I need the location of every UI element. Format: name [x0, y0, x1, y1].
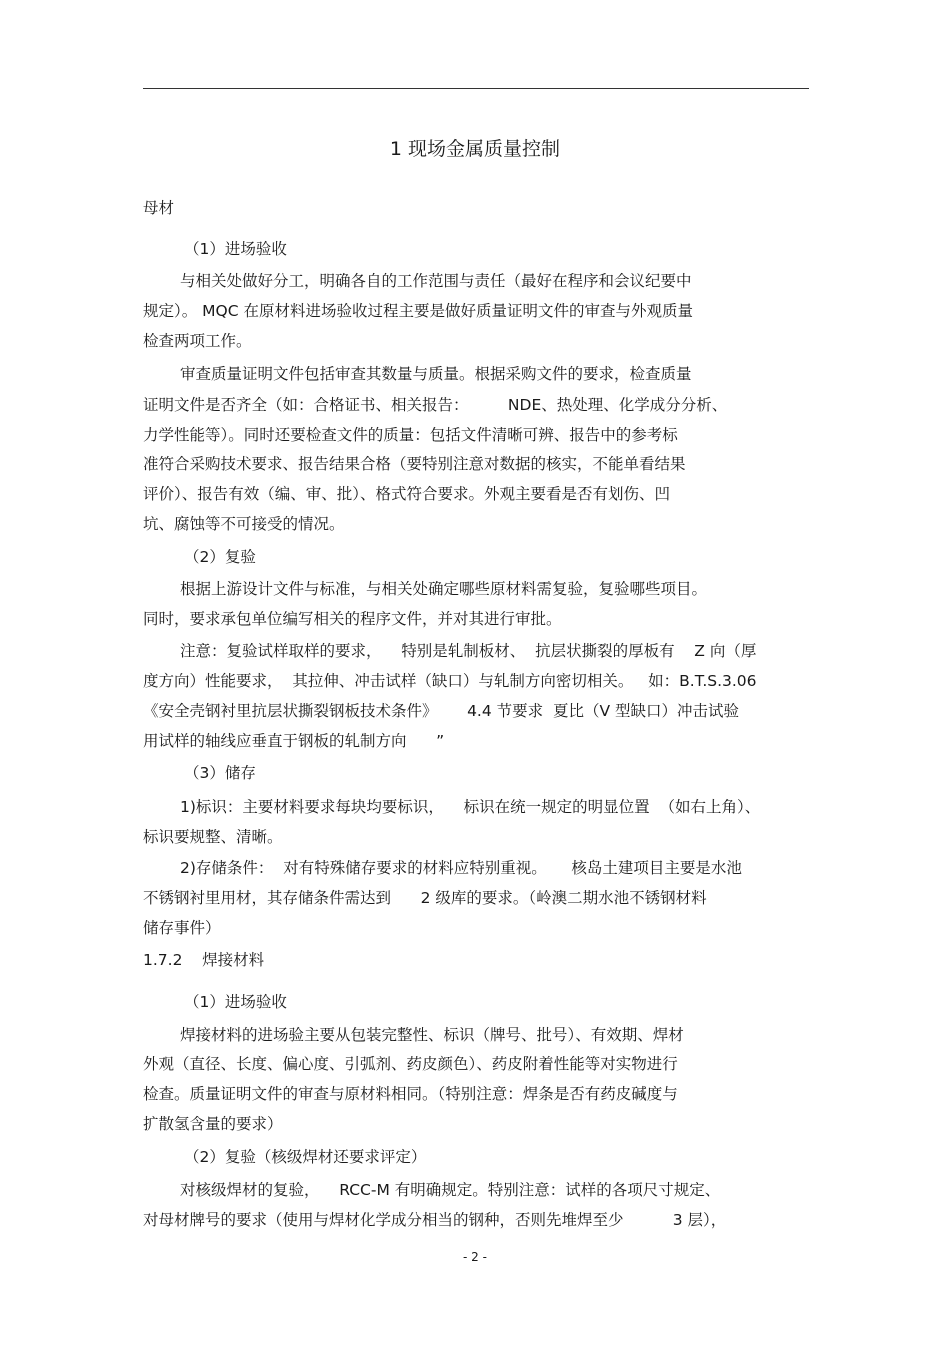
text-line: 不锈钢衬里用材，其存储条件需达到 2 级库的要求。（岭澳二期水池不锈钢材料 [143, 889, 707, 907]
text-line: 证明文件是否齐全（如：合格证书、相关报告： NDE、热处理、化学成分分析、 [143, 396, 728, 414]
text-line: （1）进场验收 [184, 240, 287, 258]
text-line: 度方向）性能要求， 其拉伸、冲击试样（缺口）与轧制方向密切相关。 如：B.T.S.3.06 [143, 672, 757, 690]
text-line: 注意：复验试样取样的要求， 特别是轧制板材、 抗层状撕裂的厚板有 Z 向（厚 [180, 642, 757, 660]
text-line: 焊接材料的进场验主要从包装完整性、标识（牌号、批号）、有效期、焊材 [180, 1026, 684, 1044]
text-line: 检查两项工作。 [143, 332, 252, 350]
text-line: 根据上游设计文件与标准，与相关处确定哪些原材料需复验，复验哪些项目。 [180, 580, 708, 598]
text-line: 对核级焊材的复验， RCC-M 有明确规定。特别注意：试样的各项尺寸规定、 [180, 1181, 721, 1199]
text-line: 标识要规整、清晰。 [143, 828, 283, 846]
text-line: 坑、腐蚀等不可接受的情况。 [143, 515, 345, 533]
header-rule [143, 88, 809, 89]
text-line: 检查。质量证明文件的审查与原材料相同。（特别注意：焊条是否有药皮碱度与 [143, 1085, 678, 1103]
text-line: 1)标识：主要材料要求每块均要标识， 标识在统一规定的明显位置 （如右上角）、 [180, 798, 761, 816]
text-line: 同时，要求承包单位编写相关的程序文件，并对其进行审批。 [143, 610, 562, 628]
text-line: （2）复验（核级焊材还要求评定） [184, 1148, 427, 1166]
text-line: 外观（直径、长度、偏心度、引弧剂、药皮颜色）、药皮附着性能等对实物进行 [143, 1055, 678, 1073]
text-line: （1）进场验收 [184, 993, 287, 1011]
text-line: 准符合采购技术要求、报告结果合格（要特别注意对数据的核实，不能单看结果 [143, 455, 686, 473]
text-line: （2）复验 [184, 548, 256, 566]
text-line: 2)存储条件： 对有特殊储存要求的材料应特别重视。 核岛土建项目主要是水池 [180, 859, 742, 877]
text-line: 对母材牌号的要求（使用与焊材化学成分相当的钢种，否则先堆焊至少 3 层）， [143, 1211, 727, 1229]
text-line: 1.7.2 焊接材料 [143, 951, 265, 969]
text-line: 规定）。 MQC 在原材料进场验收过程主要是做好质量证明文件的审查与外观质量 [143, 302, 694, 320]
section-title: 1 现场金属质量控制 [389, 138, 561, 160]
text-line: 用试样的轴线应垂直于钢板的轧制方向 ” [143, 732, 445, 750]
page-number: - 2 - [463, 1250, 487, 1264]
text-line: 扩散氢含量的要求） [143, 1115, 283, 1133]
text-line: 与相关处做好分工，明确各自的工作范围与责任（最好在程序和会议纪要中 [180, 272, 692, 290]
text-line: （3）储存 [184, 764, 256, 782]
text-line: 审查质量证明文件包括审查其数量与质量。根据采购文件的要求，检查质量 [180, 365, 692, 383]
text-line: 母材 [143, 199, 175, 217]
text-line: 《安全壳钢衬里抗层状撕裂钢板技术条件》 4.4 节要求 夏比（V 型缺口）冲击试验 [143, 702, 740, 720]
text-line: 评价）、报告有效（编、审、批）、格式符合要求。外观主要看是否有划伤、凹 [143, 485, 671, 503]
text-line: 储存事件） [143, 919, 221, 937]
text-line: 力学性能等）。同时还要检查文件的质量：包括文件清晰可辨、报告中的参考标 [143, 426, 678, 444]
